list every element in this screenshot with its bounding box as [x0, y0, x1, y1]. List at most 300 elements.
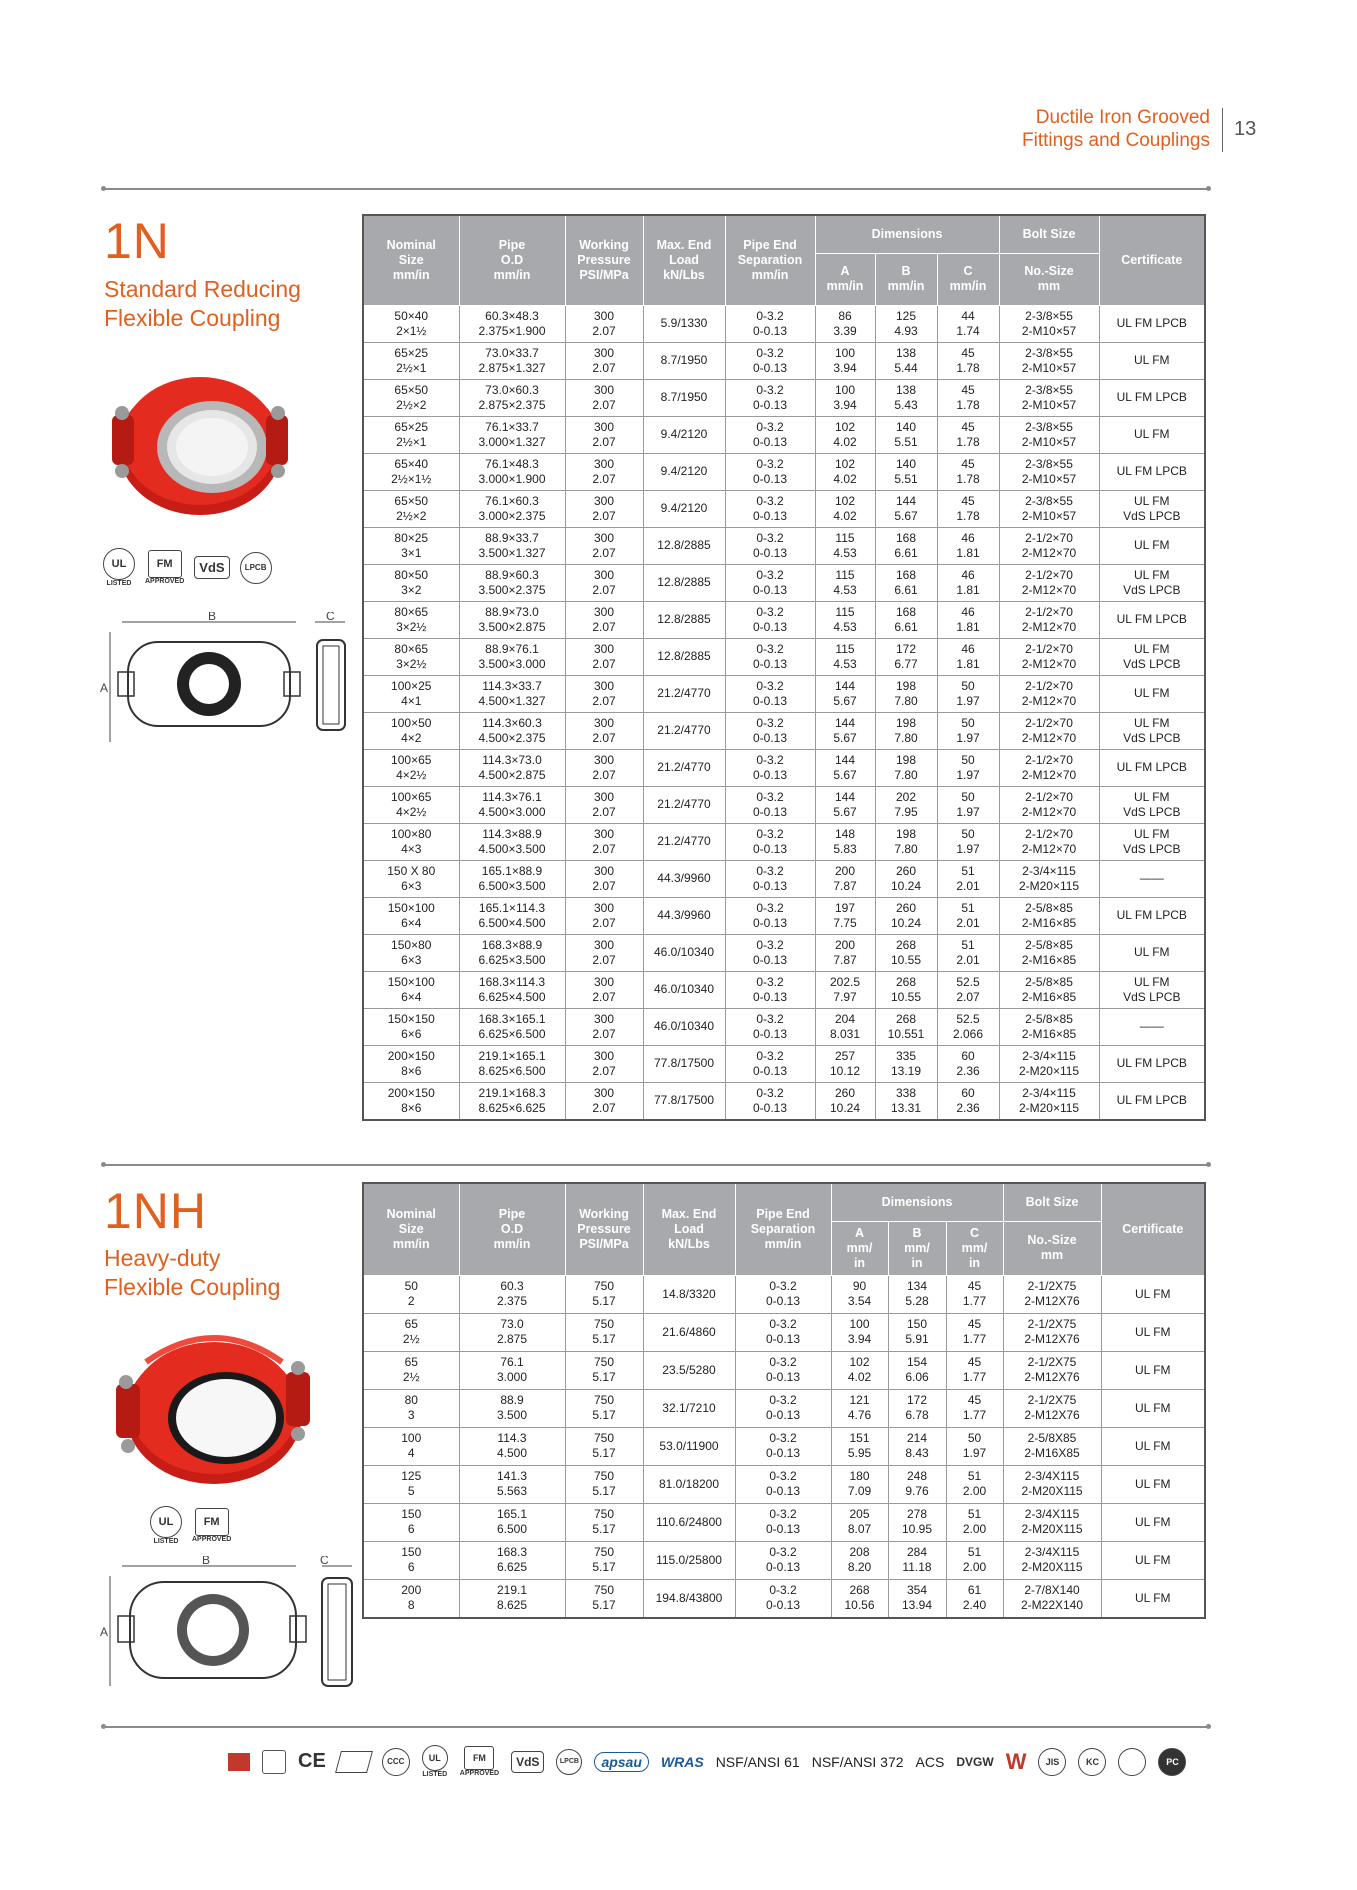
col-dim-b: B mm/ in — [888, 1221, 946, 1275]
table-row — [363, 1541, 1205, 1579]
cell-value: 2.875×1.327 — [478, 360, 546, 375]
table-cell — [815, 638, 875, 675]
cell-value: 5.17 — [592, 1598, 616, 1612]
cell-value: 5.28 — [905, 1294, 929, 1308]
cell-value: 168.3 — [496, 1545, 528, 1559]
table-cell — [643, 823, 725, 860]
table-cell — [643, 1008, 725, 1045]
cell-value: 8.625×6.625 — [478, 1100, 546, 1115]
cell-value: 144 — [834, 678, 856, 693]
cell-value: 0-3.2 — [756, 863, 784, 878]
cell-value: 2.07 — [956, 989, 980, 1004]
cell-value: 21.2/4770 — [657, 760, 711, 774]
cell-value: UL FM LPCB — [1116, 760, 1187, 774]
cell-value: 4 — [407, 1446, 415, 1460]
cell-value: 5.43 — [894, 397, 918, 412]
cell-value: 2-1/2×70 — [1025, 641, 1073, 656]
cell-value: 0-0.13 — [752, 545, 788, 560]
cell-value: 100×65 — [391, 789, 432, 804]
cell-value: 0-0.13 — [752, 952, 788, 967]
cell-value: 46 — [961, 530, 975, 545]
table-cell — [1099, 971, 1205, 1008]
table-cell — [946, 1313, 1003, 1351]
table-cell — [725, 1082, 815, 1120]
table-cell — [363, 1389, 459, 1427]
cell-value: 750 — [593, 1393, 615, 1407]
cell-value: 150 — [906, 1317, 928, 1331]
cell-value: 300 — [593, 900, 615, 915]
table-cell — [459, 1465, 565, 1503]
fm-approved-label: APPROVED — [145, 578, 185, 585]
dim-label-a: A — [100, 681, 109, 695]
table-row — [363, 1045, 1205, 1082]
cell-value: UL FM LPCB — [1116, 464, 1187, 478]
table-cell — [643, 934, 725, 971]
cell-value: 2-5/8×85 — [1025, 937, 1073, 952]
cell-value: 0-3.2 — [756, 419, 784, 434]
cell-value: 6.500×4.500 — [478, 915, 546, 930]
table-cell — [875, 712, 937, 749]
cell-value: 115.0/25800 — [656, 1552, 722, 1567]
cell-value: 3×2½ — [396, 656, 427, 671]
cell-value: 200×150 — [387, 1048, 435, 1063]
cell-value: 2.375 — [496, 1294, 528, 1308]
col-dim-c: C mm/in — [937, 253, 999, 305]
cell-value: 7.87 — [833, 952, 857, 967]
cell-value: 168.3×88.9 — [481, 937, 543, 952]
table-row — [363, 1579, 1205, 1618]
cell-value: 45 — [961, 493, 975, 508]
cell-value: 4.02 — [847, 1370, 872, 1384]
description-line-2: Flexible Coupling — [104, 1274, 281, 1300]
cell-value: 80×65 — [394, 641, 429, 656]
cell-value: 2.066 — [952, 1026, 984, 1041]
cell-value: 100 — [401, 1431, 422, 1445]
cell-value: UL FM LPCB — [1116, 1093, 1187, 1107]
cell-value: 750 — [593, 1279, 615, 1293]
jis-mark: JIS — [1038, 1748, 1066, 1776]
cell-value: 46 — [961, 641, 975, 656]
cell-value: 6.77 — [894, 656, 918, 671]
table-cell — [725, 527, 815, 564]
cell-value: 1.74 — [956, 323, 980, 338]
product-description-1nh — [104, 1244, 354, 1302]
cell-value: VdS LPCB — [1123, 841, 1181, 856]
cell-value: 53.0/11900 — [659, 1438, 719, 1453]
cell-value: 3.500 — [496, 1408, 528, 1422]
table-cell — [565, 1082, 643, 1120]
cell-value: 1.97 — [956, 841, 980, 856]
cell-value: 2-1/2X75 — [1027, 1393, 1077, 1407]
cell-value: 2-M12×70 — [1021, 545, 1077, 560]
cell-value: 144 — [834, 789, 856, 804]
cell-value: 46.0/10340 — [653, 1019, 715, 1033]
cell-value: 8.625 — [496, 1598, 528, 1612]
table-cell — [815, 342, 875, 379]
lpcb-footer-mark-icon: LPCB — [556, 1749, 582, 1775]
table-cell — [831, 1389, 888, 1427]
col-dim-a: A mm/ in — [831, 1221, 888, 1275]
cell-value: 0-3.2 — [756, 382, 784, 397]
cell-value: 4×2½ — [396, 767, 427, 782]
cell-value: 60 — [961, 1085, 975, 1100]
table-cell — [946, 1427, 1003, 1465]
cell-value: 165.1 — [496, 1507, 528, 1521]
cell-value: 10.12 — [829, 1063, 861, 1078]
cell-value: 2.875 — [496, 1332, 528, 1346]
cell-value: 3.39 — [833, 323, 857, 338]
cell-value: 2.40 — [962, 1598, 987, 1612]
cell-value: 3.000×1.327 — [478, 434, 546, 449]
table-cell — [888, 1351, 946, 1389]
cell-value: 2-M10×57 — [1021, 323, 1077, 338]
table-cell — [831, 1541, 888, 1579]
table-cell — [1003, 1389, 1101, 1427]
cell-value: UL FM LPCB — [1116, 612, 1187, 626]
table-cell — [1003, 1465, 1101, 1503]
table-cell — [999, 934, 1099, 971]
table-cell — [815, 601, 875, 638]
cell-value: 0-3.2 — [756, 308, 784, 323]
col-group-dimensions: Dimensions — [831, 1183, 1003, 1221]
cell-value: 100×80 — [391, 826, 432, 841]
table-row — [363, 601, 1205, 638]
col-bolt-no-size: No.-Size mm — [999, 253, 1099, 305]
table-cell — [815, 490, 875, 527]
table-cell — [459, 1082, 565, 1120]
table-row — [363, 1008, 1205, 1045]
product-description-1n — [104, 275, 354, 333]
table-row — [363, 490, 1205, 527]
cell-value: 0-3.2 — [769, 1507, 797, 1521]
cell-value: VdS LPCB — [1123, 804, 1181, 819]
table-cell — [937, 749, 999, 786]
cell-value: 2-M12×70 — [1021, 730, 1077, 745]
table-cell — [459, 675, 565, 712]
table-cell — [1101, 1275, 1205, 1313]
table-cell — [831, 1465, 888, 1503]
cell-value: 0-0.13 — [765, 1446, 801, 1460]
table-cell — [643, 527, 725, 564]
cell-value: 0-3.2 — [756, 937, 784, 952]
table-cell — [875, 675, 937, 712]
cell-value: 76.1×48.3 — [485, 456, 539, 471]
cell-value: 100 — [834, 345, 856, 360]
table-cell — [815, 786, 875, 823]
cell-value: 2½×1 — [396, 360, 427, 375]
cell-value: 1.81 — [956, 545, 980, 560]
cell-value: 60.3×48.3 — [485, 308, 539, 323]
table-cell — [363, 1045, 459, 1082]
cell-value: 51 — [961, 863, 975, 878]
cell-value: 2-3/8×55 — [1025, 493, 1073, 508]
cell-value: 5.17 — [592, 1484, 616, 1498]
tse-mark-icon — [335, 1751, 373, 1773]
cell-value: 1.97 — [956, 804, 980, 819]
table-cell — [643, 1465, 735, 1503]
table-cell — [937, 1008, 999, 1045]
cell-value: 8.43 — [905, 1446, 929, 1460]
table-row — [363, 453, 1205, 490]
cell-value: 4.53 — [833, 545, 857, 560]
cell-value: 200×150 — [387, 1085, 435, 1100]
cell-value: 44 — [961, 308, 975, 323]
dim-label-c: C — [320, 1556, 329, 1567]
cell-value: 4×2 — [401, 730, 422, 745]
cell-value: 300 — [593, 604, 615, 619]
cell-value: 151 — [849, 1431, 870, 1445]
cell-value: 0-3.2 — [756, 678, 784, 693]
cell-value: UL FM — [1133, 715, 1170, 730]
cell-value: 750 — [593, 1431, 615, 1445]
table-cell — [1099, 453, 1205, 490]
cell-value: 45 — [967, 1393, 982, 1407]
table-cell — [459, 1275, 565, 1313]
cell-value: 2.07 — [592, 767, 616, 782]
table-cell — [643, 1082, 725, 1120]
cell-value: 6.500×3.500 — [478, 878, 546, 893]
table-cell — [725, 1008, 815, 1045]
cell-value: 0-0.13 — [752, 767, 788, 782]
cell-value: 300 — [593, 567, 615, 582]
table-cell — [875, 1008, 937, 1045]
table-cell — [459, 823, 565, 860]
cell-value: 100 — [834, 382, 856, 397]
cell-value: 76.1×33.7 — [485, 419, 539, 434]
table-cell — [565, 638, 643, 675]
table-cell — [643, 1389, 735, 1427]
cell-value: 165.1×88.9 — [481, 863, 543, 878]
table-cell — [937, 1082, 999, 1120]
table-cell — [725, 971, 815, 1008]
cell-value: 0-3.2 — [769, 1583, 797, 1597]
table-cell — [999, 305, 1099, 342]
table-cell — [815, 527, 875, 564]
table-cell — [459, 305, 565, 342]
cell-value: 0-0.13 — [752, 397, 788, 412]
table-cell — [643, 638, 725, 675]
col-group-dimensions: Dimensions — [815, 215, 999, 253]
table-cell — [1101, 1313, 1205, 1351]
cell-value: 60.3 — [500, 1279, 524, 1293]
dvgw-mark: DVGW — [956, 1754, 994, 1769]
cell-value: 202 — [895, 789, 917, 804]
cell-value: 4.02 — [833, 434, 857, 449]
table-cell — [937, 416, 999, 453]
cell-value: 0-0.13 — [752, 693, 788, 708]
spec-table-1nh-body — [363, 1275, 1205, 1618]
fm-approved-mark — [145, 550, 184, 585]
cell-value: 50 — [961, 715, 975, 730]
table-cell — [459, 1541, 565, 1579]
cell-value: 2.07 — [592, 1063, 616, 1078]
cell-value: 300 — [593, 382, 615, 397]
cell-value: 114.3 — [497, 1431, 527, 1445]
cell-value: 45 — [967, 1355, 982, 1369]
cell-value: 6.625×4.500 — [478, 989, 546, 1004]
table-cell — [643, 749, 725, 786]
cell-value: 77.8/17500 — [653, 1093, 715, 1107]
table-cell — [999, 601, 1099, 638]
cell-value: 45 — [961, 419, 975, 434]
cell-value: 0-3.2 — [769, 1279, 797, 1293]
table-cell — [459, 971, 565, 1008]
table-cell — [643, 342, 725, 379]
table-cell — [459, 1045, 565, 1082]
cell-value: 4.500×1.327 — [478, 693, 546, 708]
cell-value: 7.80 — [894, 767, 918, 782]
cell-value: 0-3.2 — [769, 1431, 797, 1445]
dim-label-a: A — [100, 1625, 109, 1639]
cell-value: 0-0.13 — [752, 434, 788, 449]
table-cell — [459, 379, 565, 416]
table-cell — [363, 638, 459, 675]
table-cell — [999, 379, 1099, 416]
cell-value: 0-3.2 — [756, 715, 784, 730]
cell-value: UL FM — [1133, 826, 1170, 841]
cell-value: 2-M12X76 — [1024, 1294, 1080, 1308]
cell-value: 6.500 — [496, 1522, 528, 1536]
wras-mark: WRAS — [660, 1753, 704, 1770]
cell-value: 338 — [895, 1085, 917, 1100]
cell-value: 300 — [593, 308, 615, 323]
cell-value: 2-1/2×70 — [1025, 752, 1073, 767]
cell-value: 4×3 — [401, 841, 422, 856]
nsf-ansi-372-label: NSF/ANSI 372 — [811, 1753, 904, 1770]
table-cell — [831, 1351, 888, 1389]
table-cell — [1099, 638, 1205, 675]
table-cell — [459, 1008, 565, 1045]
cell-value: UL FM — [1134, 1324, 1171, 1339]
cell-value: 88.9×76.1 — [485, 641, 539, 656]
cell-value: 4.500×3.000 — [478, 804, 546, 819]
cell-value: 0-0.13 — [765, 1370, 801, 1384]
cell-value: 3.000×1.900 — [478, 471, 546, 486]
cell-value: 50 — [404, 1279, 418, 1293]
table-cell — [937, 1045, 999, 1082]
cell-value: 9.4/2120 — [660, 427, 708, 441]
cell-value: 73.0×33.7 — [485, 345, 539, 360]
table-cell — [1099, 527, 1205, 564]
cell-value: 2-3/4×115 — [1022, 1085, 1076, 1100]
cell-value: 0-3.2 — [756, 456, 784, 471]
table-cell — [999, 675, 1099, 712]
table-cell — [643, 1275, 735, 1313]
cell-value: 219.1 — [496, 1583, 528, 1597]
table-cell — [459, 490, 565, 527]
cell-value: 50×40 — [394, 308, 429, 323]
table-cell — [725, 897, 815, 934]
cell-value: UL FM — [1134, 1514, 1171, 1529]
cell-value: 60 — [961, 1048, 975, 1063]
table-cell — [565, 712, 643, 749]
cell-value: 300 — [593, 863, 615, 878]
cell-value: 1.78 — [956, 397, 980, 412]
cell-value: 0-0.13 — [752, 730, 788, 745]
table-row — [363, 1082, 1205, 1120]
cell-value: 219.1×165.1 — [478, 1048, 546, 1063]
cell-value: 0-0.13 — [752, 582, 788, 597]
cell-value: 5.17 — [592, 1560, 616, 1574]
cell-value: 8.07 — [847, 1522, 872, 1536]
cell-value: 150×100 — [387, 974, 435, 989]
table-cell — [831, 1275, 888, 1313]
table-cell — [999, 342, 1099, 379]
cell-value: 114.3×76.1 — [482, 789, 542, 804]
cell-value: 7.09 — [847, 1484, 872, 1498]
acs-label: ACS — [915, 1753, 945, 1770]
table-cell — [946, 1541, 1003, 1579]
table-cell — [725, 749, 815, 786]
cell-value: 140 — [895, 419, 917, 434]
cell-value: 2-M10×57 — [1021, 397, 1077, 412]
cell-value: 4.02 — [833, 508, 857, 523]
cell-value: 257 — [834, 1048, 856, 1063]
cell-value: 2½×1 — [396, 434, 427, 449]
table-cell — [815, 934, 875, 971]
cell-value: 300 — [593, 1011, 615, 1026]
table-cell — [565, 1351, 643, 1389]
table-cell — [459, 1351, 565, 1389]
cell-value: 46.0/10340 — [653, 945, 715, 959]
table-cell — [565, 416, 643, 453]
cell-value: UL FM LPCB — [1116, 1056, 1187, 1070]
table-row — [363, 1503, 1205, 1541]
table-cell — [1003, 1503, 1101, 1541]
cell-value: 0-0.13 — [765, 1332, 801, 1346]
table-row — [363, 749, 1205, 786]
cell-value: UL FM — [1134, 1362, 1171, 1377]
cell-value: 51 — [961, 937, 975, 952]
col-pipe-end-separation: Pipe End Separation mm/in — [725, 215, 815, 305]
cell-value: 114.3×73.0 — [482, 752, 542, 767]
cell-value: 300 — [593, 493, 615, 508]
cell-value: 44.3/9960 — [657, 871, 711, 885]
cell-value: 750 — [593, 1583, 615, 1597]
cell-value: 4.500×2.875 — [478, 767, 546, 782]
cell-value: 1.81 — [956, 656, 980, 671]
cell-value: 2.07 — [592, 434, 616, 449]
table-cell — [735, 1541, 831, 1579]
cell-value: 2-1/2X75 — [1027, 1355, 1077, 1369]
table-cell — [1099, 1045, 1205, 1082]
cell-value: 284 — [906, 1545, 928, 1559]
table-cell — [363, 305, 459, 342]
cell-value: 4.53 — [833, 582, 857, 597]
spec-table-1n — [362, 214, 1206, 1121]
cell-value: 141.3 — [496, 1469, 528, 1483]
cell-value: 21.2/4770 — [657, 834, 711, 848]
cell-value: 1.78 — [956, 360, 980, 375]
cell-value: 144 — [834, 715, 856, 730]
cell-value: 8.031 — [829, 1026, 861, 1041]
col-certificate: Certificate — [1101, 1183, 1205, 1275]
col-max-end-load: Max. End Load kN/Lbs — [643, 215, 725, 305]
table-cell — [875, 749, 937, 786]
table-cell — [363, 453, 459, 490]
table-cell — [815, 1082, 875, 1120]
cell-value: 300 — [593, 641, 615, 656]
cell-value: 165.1×114.3 — [478, 900, 546, 915]
table-cell — [937, 342, 999, 379]
table-cell — [999, 971, 1099, 1008]
spec-table-1n-body — [363, 305, 1205, 1120]
table-cell — [815, 860, 875, 897]
table-cell — [565, 379, 643, 416]
cell-value: UL FM — [1134, 1590, 1171, 1605]
table-cell — [725, 305, 815, 342]
cell-value: 3.500×3.000 — [478, 656, 546, 671]
